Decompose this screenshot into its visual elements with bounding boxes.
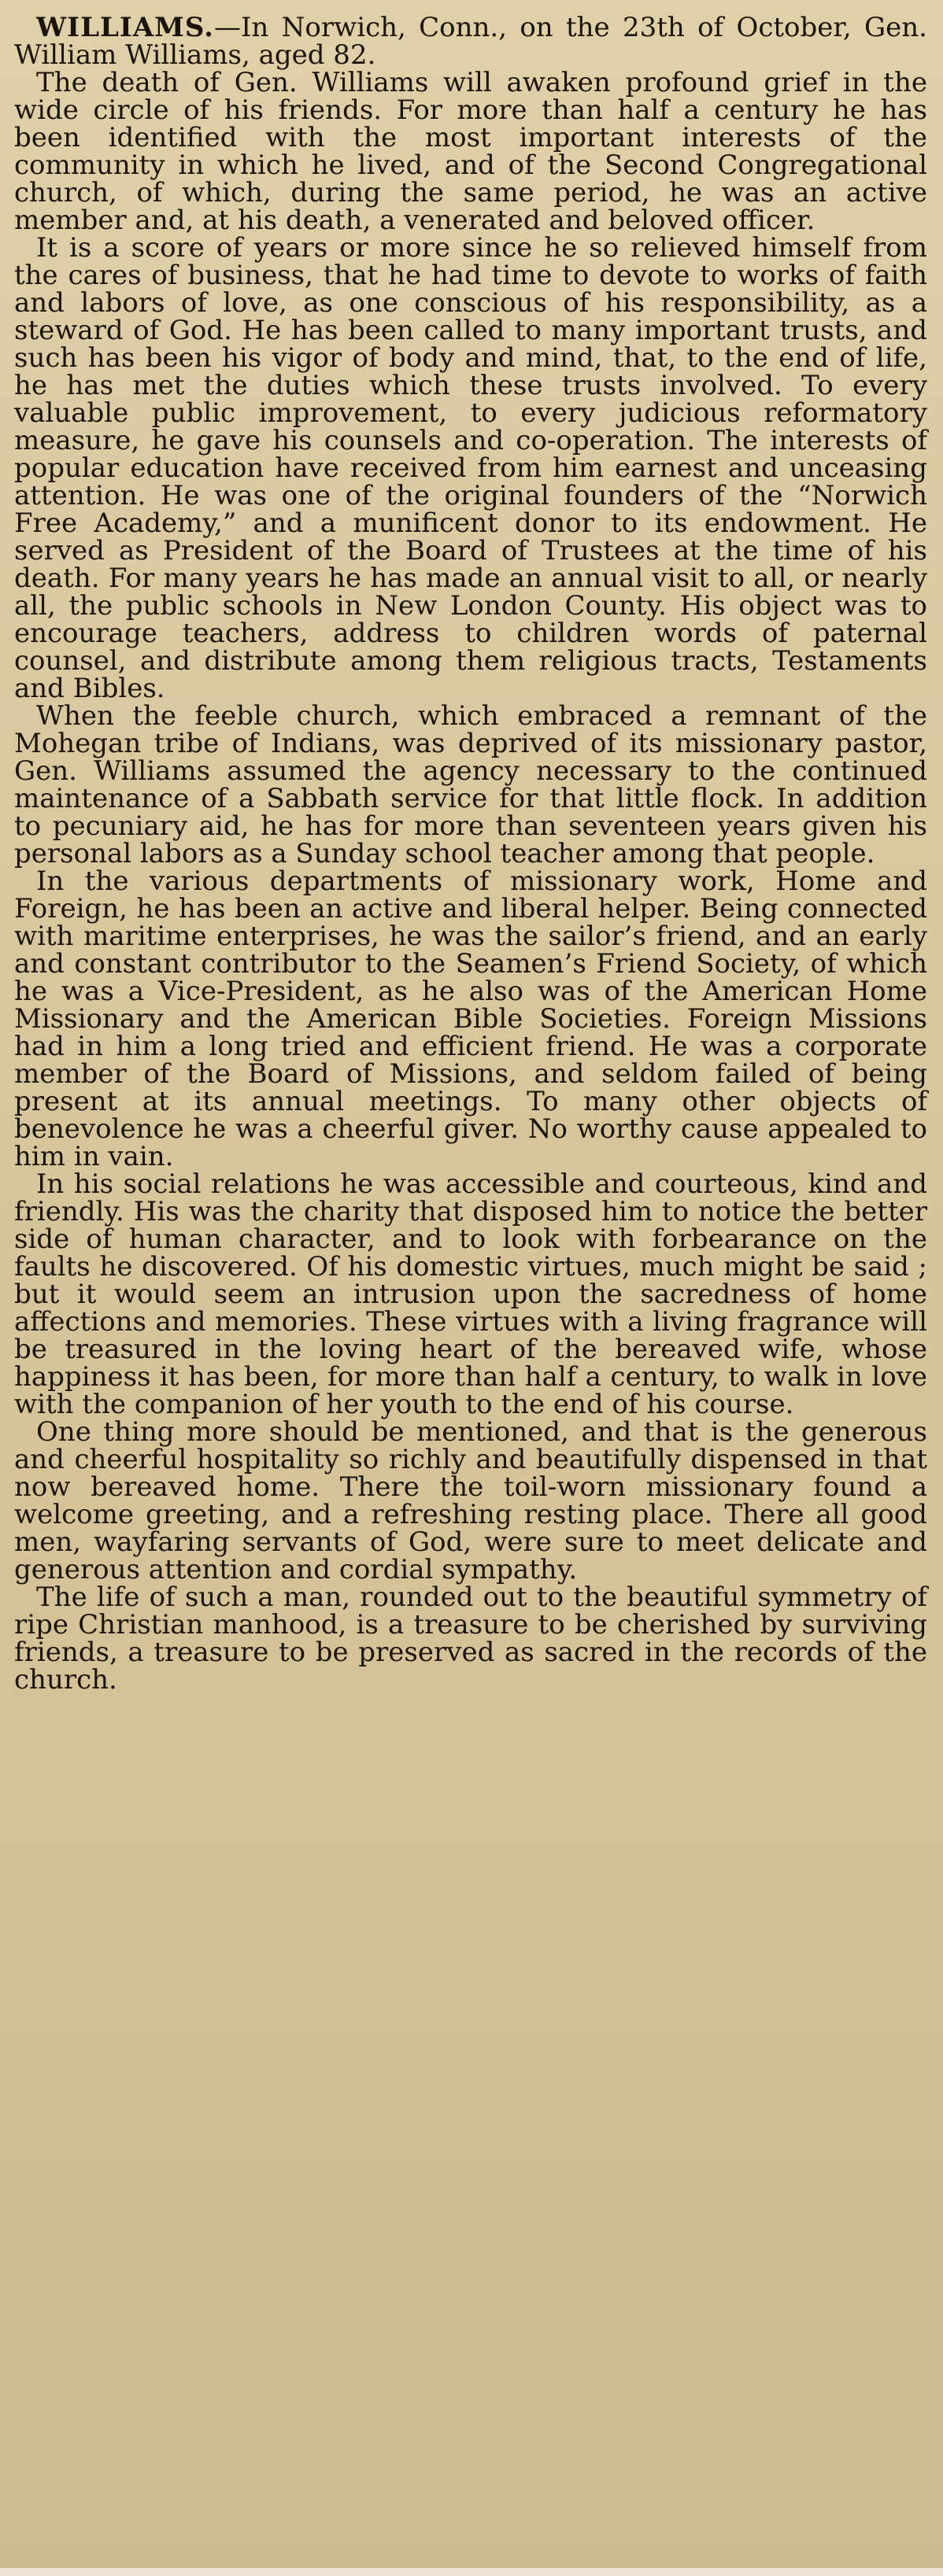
obituary-surname: WILLIAMS. <box>36 12 214 43</box>
obituary-paragraph-5: In his social relations he was accessible and courteous, kind and friendly. His was the charity that disposed him to notice the better side of human character, and to look with forbearance on the faults he discovered. Of his domestic virtues, much might be said ; but it would seem an intrusion upon the sacredness of home affections and memories. These virtues with a living fragrance will be treasured in the loving heart of the bereaved wife, whose happiness it has been, for more than half a century, to walk in love with the companion of her youth to the end of his course. <box>14 1168 927 1420</box>
obituary-paragraph-3: When the feeble church, which embraced a remnant of the Mohegan tribe of Indians, was deprived of its missionary pastor, Gen. Williams assumed the agency necessary to the continued maintenance of a Sabbath service for that little flock. In addition to pecuniary aid, he has for more than seventeen years given his personal labors as a Sunday school teacher among that people. <box>14 700 927 869</box>
obituary-paragraph-7: The life of such a man, rounded out to the beautiful symmetry of ripe Christian manhood, is a treasure to be cherished by surviving friends, a treasure to be preserved as sacred in the records of the church. <box>14 1581 927 1696</box>
obituary-headline <box>14 14 927 69</box>
obituary-paragraph-2: It is a score of years or more since he so relieved himself from the cares of business, that he had time to devote to works of faith and labors of love, as one conscious of his responsibility, as a steward of God. He has been called to many important trusts, and such has been his vigor of body and mind, that, to the end of life, he has met the duties which these trusts involved. To every valuable public improvement, to every judicious reformatory measure, he gave his counsels and co-operation. The interests of popular education have received from him earnest and unceasing attention. He was one of the original founders of the “Norwich Free Academy,” and a munificent donor to its endowment. He served as President of the Board of Trustees at the time of his death. For many years he has made an annual visit to all, or nearly all, the public schools in New London County. His object was to encourage teachers, address to children words of paternal counsel, and distribute among them religious tracts, Testaments and Bibles. <box>14 232 927 704</box>
obituary-paragraph-6: One thing more should be mentioned, and that is the generous and cheerful hospitality so richly and beautifully dispensed in that now bereaved home. There the toil-worn missionary found a welcome greeting, and a refreshing resting place. There all good men, wayfaring servants of God, were sure to meet delicate and generous attention and cordial sympathy. <box>14 1416 927 1585</box>
clipping-bottom-edge <box>0 2568 943 2576</box>
obituary-headline-text: —In Norwich, Conn., on the 23th of October, Gen. William Williams, aged 82. <box>14 12 927 71</box>
obituary-paragraph-4: In the various departments of missionary work, Home and Foreign, he has been an active and liberal helper. Being connected with maritime enterprises, he was the sailor’s friend, and an early and constant contributor to the Seamen’s Friend Society, of which he was a Vice-President, as he also was of the American Home Missionary and the American Bible Societies. Foreign Missions had in him a long tried and efficient friend. He was a corporate member of the Board of Missions, and seldom failed of being present at its annual meetings. To many other objects of benevolence he was a cheerful giver. No worthy cause appealed to him in vain. <box>14 865 927 1172</box>
obituary-paragraph-1: The death of Gen. Williams will awaken profound grief in the wide circle of his friends. For more than half a century he has been identified with the most important interests of the community in which he lived, and of the Second Congregational church, of which, during the same period, he was an active member and, at his death, a venerated and beloved officer. <box>14 67 927 236</box>
